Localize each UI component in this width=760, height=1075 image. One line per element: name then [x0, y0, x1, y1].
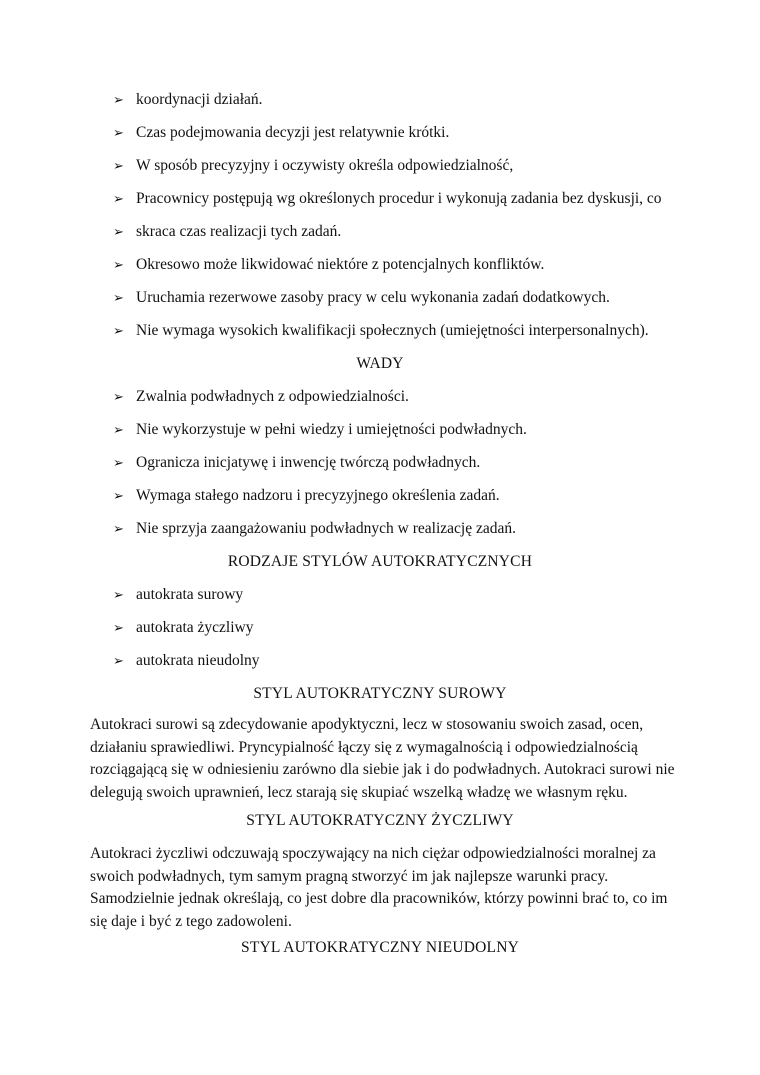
- list-item-text: koordynacji działań.: [136, 91, 263, 108]
- list-item-text: W sposób precyzyjny i oczywisty określa odpowiedzialność,: [136, 157, 514, 174]
- benevolent-style-paragraph: [90, 843, 680, 934]
- paragraph-line: rozciągającą się w odniesieniu zarówno dla siebie jak i do podwładnych. Autokraci surowi nie: [90, 761, 675, 779]
- arrow-bullet-icon: ➢: [113, 258, 124, 273]
- list-item: [113, 418, 527, 442]
- disadvantages-heading: WADY: [356, 355, 404, 372]
- harsh-style-heading: STYL AUTOKRATYCZNY SUROWY: [253, 685, 507, 702]
- list-item-text: Wymaga stałego nadzoru i precyzyjnego określenia zadań.: [136, 487, 500, 504]
- list-item: [113, 154, 513, 178]
- benevolent-style-heading: STYL AUTOKRATYCZNY ŻYCZLIWY: [246, 812, 514, 829]
- list-item-text: Okresowo może likwidować niektóre z potencjalnych konfliktów.: [136, 256, 545, 273]
- list-item: [113, 385, 409, 409]
- list-item: [113, 319, 649, 343]
- list-item: [113, 616, 253, 640]
- arrow-bullet-icon: ➢: [113, 324, 124, 339]
- list-item-text: Nie sprzyja zaangażowaniu podwładnych w realizację zadań.: [136, 520, 516, 537]
- paragraph-line: Autokraci życzliwi odczuwają spoczywający na nich ciężar odpowiedzialności moralnej za: [90, 845, 656, 862]
- list-item-text: autokrata nieudolny: [136, 652, 260, 669]
- list-item: [113, 583, 243, 607]
- list-item-text: autokrata życzliwy: [136, 619, 254, 636]
- list-item: [113, 253, 544, 277]
- paragraph-line: się daje i być z tego zadowoleni.: [90, 913, 292, 931]
- arrow-bullet-icon: ➢: [113, 192, 124, 207]
- list-item: [113, 451, 480, 475]
- arrow-bullet-icon: ➢: [113, 588, 124, 603]
- list-item-text: skraca czas realizacji tych zadań.: [136, 223, 342, 240]
- list-item-text: Uruchamia rezerwowe zasoby pracy w celu wykonania zadań dodatkowych.: [136, 289, 610, 306]
- arrow-bullet-icon: ➢: [113, 423, 124, 438]
- arrow-bullet-icon: ➢: [113, 522, 124, 537]
- list-item: [113, 121, 449, 145]
- paragraph-line: działaniu sprawiedliwi. Pryncypialność łączy się z wymagalnością i odpowiedzialnością: [90, 738, 638, 756]
- inept-style-heading: STYL AUTOKRATYCZNY NIEUDOLNY: [241, 939, 519, 956]
- arrow-bullet-icon: ➢: [113, 291, 124, 306]
- list-item-text: Nie wymaga wysokich kwalifikacji społecznych (umiejętności interpersonalnych).: [136, 322, 649, 339]
- arrow-bullet-icon: ➢: [113, 489, 124, 504]
- types-heading: RODZAJE STYLÓW AUTOKRATYCZNYCH: [227, 553, 533, 570]
- list-item-text: autokrata surowy: [136, 586, 244, 603]
- arrow-bullet-icon: ➢: [113, 456, 124, 471]
- list-item: [113, 484, 500, 508]
- list-item-text: Pracownicy postępują wg określonych procedur i wykonują zadania bez dyskusji, co: [136, 190, 662, 207]
- arrow-bullet-icon: ➢: [113, 225, 124, 240]
- paragraph-line: delegują swoich uprawnień, lecz starają się skupiać wszelką władzę we własnym ręku.: [90, 784, 628, 802]
- list-item-text: Zwalnia podwładnych z odpowiedzialności.: [136, 388, 409, 405]
- arrow-bullet-icon: ➢: [113, 126, 124, 141]
- harsh-style-paragraph: [90, 714, 680, 805]
- arrow-bullet-icon: ➢: [113, 93, 124, 108]
- list-item: [113, 220, 341, 244]
- paragraph-line: Samodzielnie jednak określają, co jest dobre dla pracowników, którzy powinni brać to, co im: [90, 890, 668, 908]
- arrow-bullet-icon: ➢: [113, 390, 124, 405]
- list-item-text: Nie wykorzystuje w pełni wiedzy i umiejętności podwładnych.: [136, 421, 527, 438]
- list-item: [113, 286, 610, 310]
- paragraph-line: Autokraci surowi są zdecydowanie apodyktyczni, lecz w stosowaniu swoich zasad, ocen,: [90, 716, 644, 733]
- list-item-text: Ogranicza inicjatywę i inwencję twórczą podwładnych.: [136, 454, 481, 471]
- list-item: [113, 187, 662, 211]
- arrow-bullet-icon: ➢: [113, 621, 124, 636]
- list-item: [113, 517, 516, 541]
- paragraph-line: swoich podwładnych, tym samym pragną stworzyć im jak najlepsze warunki pracy.: [90, 867, 609, 885]
- arrow-bullet-icon: ➢: [113, 654, 124, 669]
- arrow-bullet-icon: ➢: [113, 159, 124, 174]
- list-item: [113, 649, 260, 673]
- list-item-text: Czas podejmowania decyzji jest relatywnie krótki.: [136, 124, 450, 141]
- list-item: [113, 88, 263, 112]
